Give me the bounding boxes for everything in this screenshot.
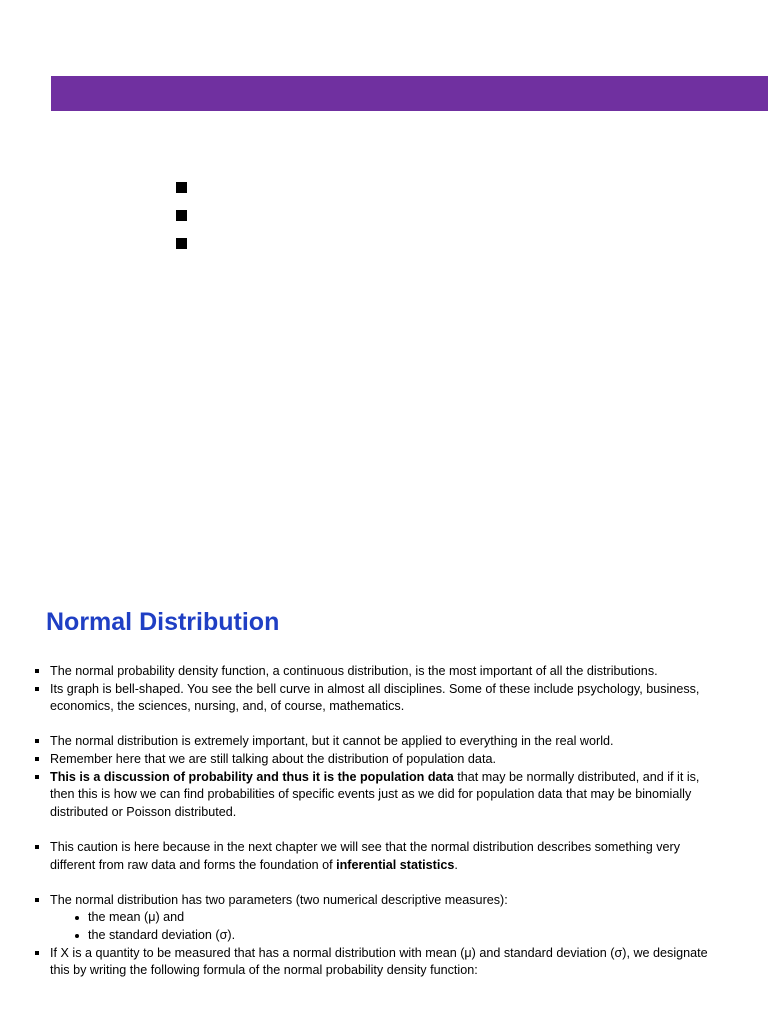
bullet-paragraph: The normal distribution is extremely important, but it cannot be applied to everything in the real world.	[34, 733, 714, 751]
square-bullet-icon	[176, 182, 187, 193]
sub-bullet: the mean (μ) and	[34, 909, 714, 927]
square-bullet-icon	[35, 739, 39, 743]
slide-title-bar	[51, 76, 768, 111]
body-text	[34, 663, 714, 980]
section-heading: Normal Distribution	[46, 608, 280, 636]
bullet-paragraph: The normal distribution has two parameters (two numerical descriptive measures):	[34, 892, 714, 910]
square-bullet-icon	[35, 845, 39, 849]
square-bullet-icon	[35, 669, 39, 673]
bullet-paragraph: Remember here that we are still talking about the distribution of population data.	[34, 751, 714, 769]
square-bullet-icon	[35, 757, 39, 761]
square-bullet-icon	[35, 951, 39, 955]
empty-bullet-list	[176, 182, 187, 266]
round-bullet-icon	[75, 934, 79, 938]
round-bullet-icon	[75, 916, 79, 920]
square-bullet-icon	[35, 775, 39, 779]
square-bullet-icon	[35, 898, 39, 902]
square-bullet-icon	[176, 210, 187, 221]
square-bullet-icon	[176, 238, 187, 249]
bullet-paragraph: Its graph is bell-shaped. You see the bell curve in almost all disciplines. Some of these include psychology, business, economics, the sciences, nursing, and, of course, mathematics.	[34, 681, 714, 716]
bullet-paragraph: This caution is here because in the next chapter we will see that the normal distribution describes something very different from raw data and forms the foundation of inferential statistics.	[34, 839, 714, 874]
bullet-paragraph: This is a discussion of probability and thus it is the population data that may be normally distributed, and if it is, then this is how we can find probabilities of specific events just as we did for population data that may be binomially distributed or Poisson distributed.	[34, 769, 714, 822]
sub-bullet: the standard deviation (σ).	[34, 927, 714, 945]
bullet-paragraph: If X is a quantity to be measured that has a normal distribution with mean (μ) and standard deviation (σ), we designate this by writing the following formula of the normal probability density function:	[34, 945, 714, 980]
square-bullet-icon	[35, 687, 39, 691]
bullet-paragraph: The normal probability density function, a continuous distribution, is the most important of all the distributions.	[34, 663, 714, 681]
